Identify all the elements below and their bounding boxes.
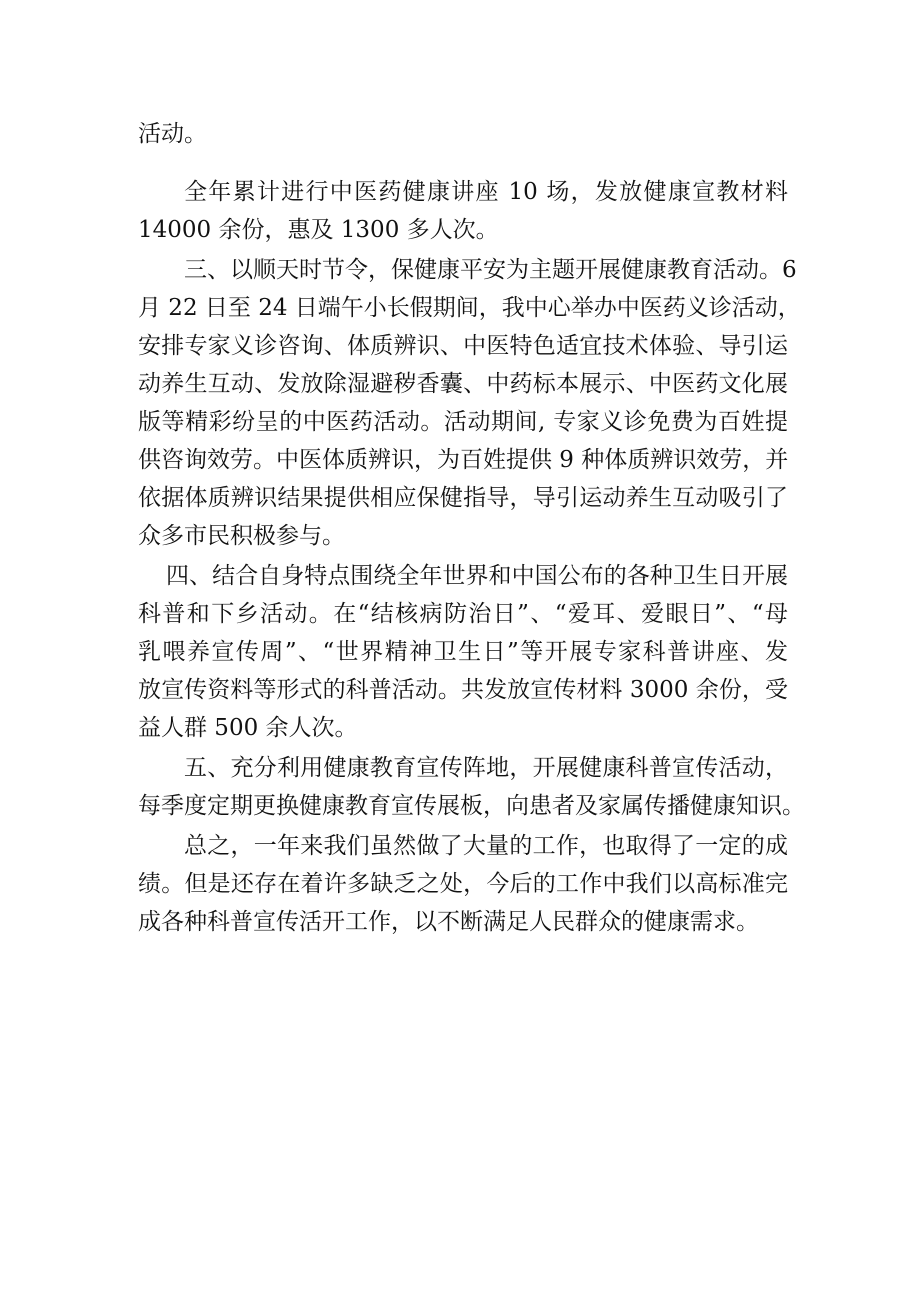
text-line: 益人群 500 余人次。 xyxy=(138,715,358,741)
text-line: 成各种科普宣传活开工作，以不断满足人民群众的健康需求。 xyxy=(138,909,759,935)
text-line: 放宣传资料等形式的科普活动。共发放宣传材料 3000 余份，受 xyxy=(138,677,788,703)
text-line: 绩。但是还存在着许多缺乏之处，今后的工作中我们以高标准完 xyxy=(138,871,788,897)
text-line: 版等精彩纷呈的中医药活动。活动期间, 专家义诊免费为百姓提 xyxy=(138,409,788,435)
text-line: 活动。 xyxy=(138,121,207,147)
text-line: 乳喂养宣传周”、“世界精神卫生日”等开展专家科普讲座、发 xyxy=(138,639,788,665)
text-line: 每季度定期更换健康教育宣传展板，向患者及家属传播健康知识。 xyxy=(138,793,805,819)
text-line: 14000 余份，惠及 1300 多人次。 xyxy=(138,217,499,243)
text-line: 全年累计进行中医药健康讲座 10 场，发放健康宣教材料 xyxy=(184,179,788,205)
text-line: 科普和下乡活动。在“结核病防治日”、“爱耳、爱眼日”、“母 xyxy=(138,601,788,627)
text-line: 四、结合自身特点围绕全年世界和中国公布的各种卫生日开展 xyxy=(166,563,788,589)
text-line: 五、充分利用健康教育宣传阵地，开展健康科普宣传活动， xyxy=(184,755,788,781)
text-line: 总之，一年来我们虽然做了大量的工作，也取得了一定的成 xyxy=(184,833,788,859)
text-line: 依据体质辨识结果提供相应保健指导，导引运动养生互动吸引了 xyxy=(138,485,788,511)
text-line: 众多市民积极参与。 xyxy=(138,523,345,549)
text-line: 供咨询效劳。中医体质辨识，为百姓提供 9 种体质辨识效劳，并 xyxy=(138,447,789,473)
text-line: 月 22 日至 24 日端午小长假期间，我中心举办中医药义诊活动， xyxy=(138,295,801,321)
text-line: 动养生互动、发放除湿避秽香囊、中药标本展示、中医药文化展 xyxy=(138,371,788,397)
text-line: 安排专家义诊咨询、体质辨识、中医特色适宜技术体验、导引运 xyxy=(138,333,788,359)
text-line: 三、以顺天时节令，保健康平安为主题开展健康教育活动。6 xyxy=(184,257,797,283)
